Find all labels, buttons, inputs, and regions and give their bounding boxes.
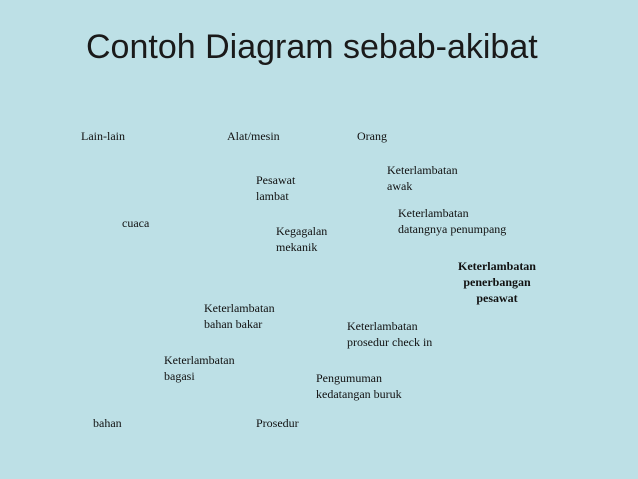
cause-keterlambatan-bagasi: Keterlambatan bagasi	[164, 353, 235, 383]
category-prosedur: Prosedur	[256, 416, 299, 430]
cause-kegagalan-mekanik: Kegagalan mekanik	[276, 224, 328, 254]
cause-keterlambatan-awak: Keterlambatan awak	[387, 163, 458, 193]
cause-keterlambatan-penumpang: Keterlambatan datangnya penumpang	[398, 206, 507, 236]
cause-cuaca: cuaca	[122, 216, 150, 230]
category-orang: Orang	[357, 129, 387, 143]
slide-title: Contoh Diagram sebab-akibat	[86, 28, 538, 66]
category-lain-lain: Lain-lain	[81, 129, 125, 143]
category-alat-mesin: Alat/mesin	[227, 129, 280, 143]
cause-pengumuman-kedatangan: Pengumuman kedatangan buruk	[316, 371, 402, 401]
effect-label: Keterlambatan penerbangan pesawat	[458, 259, 536, 305]
cause-keterlambatan-check-in: Keterlambatan prosedur check in	[347, 319, 433, 349]
category-bahan: bahan	[93, 416, 122, 430]
cause-pesawat-lambat: Pesawat lambat	[256, 173, 296, 203]
cause-keterlambatan-bahan-bakar: Keterlambatan bahan bakar	[204, 301, 275, 331]
